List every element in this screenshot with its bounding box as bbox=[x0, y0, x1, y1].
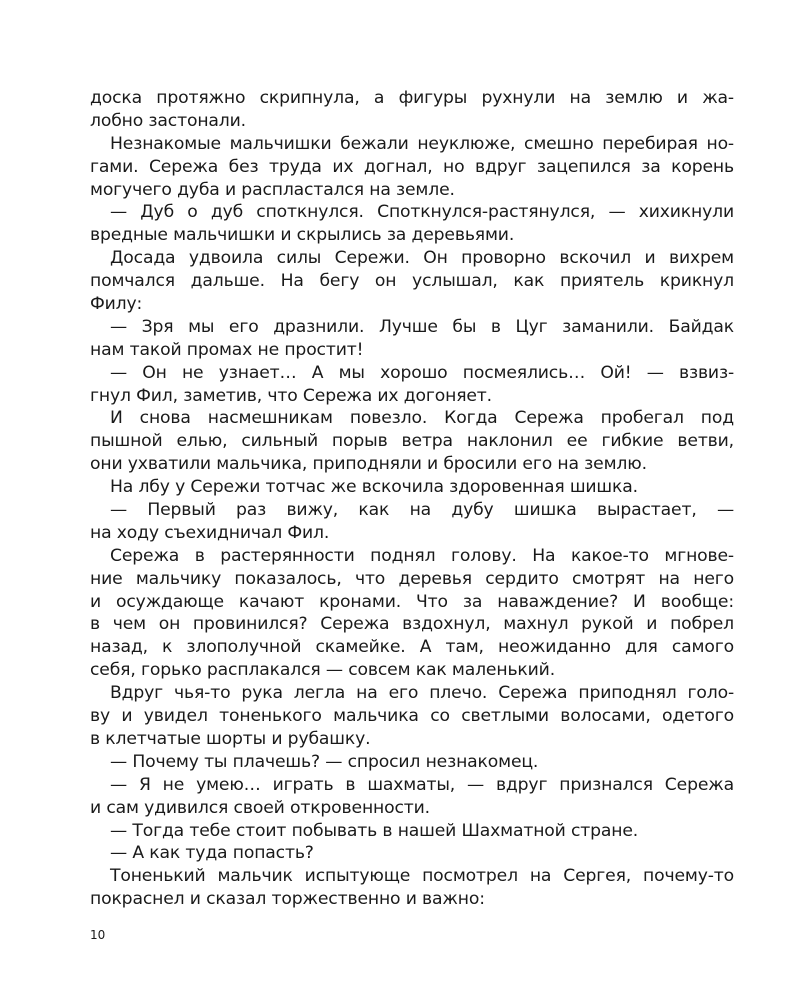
text-line: ние мальчику показалось, что деревья сердито смотрят на него bbox=[90, 568, 734, 589]
text-line: доска протяжно скрипнула, а фигуры рухнули на землю и жа- bbox=[90, 88, 734, 108]
text-line: Тоненький мальчик испытующе посмотрел на Сергея, почему-то bbox=[110, 866, 734, 887]
text-line: — Почему ты плачешь? — спросил незнакомец. bbox=[110, 751, 539, 772]
text-line: На лбу у Сережи тотчас же вскочила здоровенная шишка. bbox=[110, 477, 638, 498]
text-line: и сам удивился своей откровенности. bbox=[90, 797, 430, 818]
page-number: 10 bbox=[90, 928, 106, 942]
text-line: вредные мальчишки и скрылись за деревьями. bbox=[90, 225, 515, 246]
text-line: покраснел и сказал торжественно и важно: bbox=[90, 889, 485, 910]
text-line: в чем он провинился? Сережа вздохнул, махнул рукой и побрел bbox=[90, 614, 734, 635]
text-line: лобно застонали. bbox=[90, 110, 246, 131]
text-line: они ухватили мальчика, приподняли и бросили его на землю. bbox=[90, 454, 647, 475]
text-line: — Зря мы его дразнили. Лучше бы в Цуг заманили. Байдак bbox=[110, 316, 734, 337]
text-line: Досада удвоила силы Сережи. Он проворно вскочил и вихрем bbox=[110, 248, 734, 269]
text-line: И снова насмешникам повезло. Когда Сережа пробегал под bbox=[110, 408, 734, 429]
text-line: и осуждающе качают кронами. Что за наваждение? И вообще: bbox=[90, 591, 734, 612]
text-line: — Я не умею… играть в шахматы, — вдруг признался Сережа bbox=[110, 774, 734, 795]
text-line: пышной елью, сильный порыв ветра наклонил ее гибкие ветви, bbox=[90, 431, 734, 452]
text-line: на ходу съехидничал Фил. bbox=[90, 522, 330, 543]
text-line: Филу: bbox=[90, 294, 143, 315]
text-line: помчался дальше. На бегу он услышал, как приятель крикнул bbox=[90, 271, 734, 292]
body-text bbox=[90, 87, 734, 911]
text-line: — Он не узнает… А мы хорошо посмеялись… Ой! — взвиз- bbox=[110, 362, 734, 383]
text-line: себя, горько расплакался — совсем как маленький. bbox=[90, 660, 556, 681]
text-line: гами. Сережа без труда их догнал, но вдруг зацепился за корень bbox=[90, 156, 734, 177]
text-line: — Тогда тебе стоит побывать в нашей Шахматной стране. bbox=[110, 820, 639, 841]
text-line: гнул Фил, заметив, что Сережа их догоняет. bbox=[90, 385, 492, 406]
text-line: Незнакомые мальчишки бежали неуклюже, смешно перебирая но- bbox=[110, 133, 734, 154]
text-line: — Дуб о дуб споткнулся. Споткнулся-растянулся, — хихикнули bbox=[110, 202, 734, 223]
text-line: назад, к злополучной скамейке. А там, неожиданно для самого bbox=[90, 637, 734, 658]
text-line: Вдруг чья-то рука легла на его плечо. Сережа приподнял голо- bbox=[110, 683, 734, 704]
text-line: Сережа в растерянности поднял голову. На какое-то мгнове- bbox=[110, 545, 734, 566]
text-line: — Первый раз вижу, как на дубу шишка вырастает, — bbox=[110, 500, 734, 521]
text-line: ву и увидел тоненького мальчика со светлыми волосами, одетого bbox=[90, 706, 734, 727]
text-line: — А как туда попасть? bbox=[110, 843, 314, 864]
text-line: нам такой промах не простит! bbox=[90, 339, 364, 360]
text-line: в клетчатые шорты и рубашку. bbox=[90, 728, 371, 749]
text-line: могучего дуба и распластался на земле. bbox=[90, 179, 455, 200]
